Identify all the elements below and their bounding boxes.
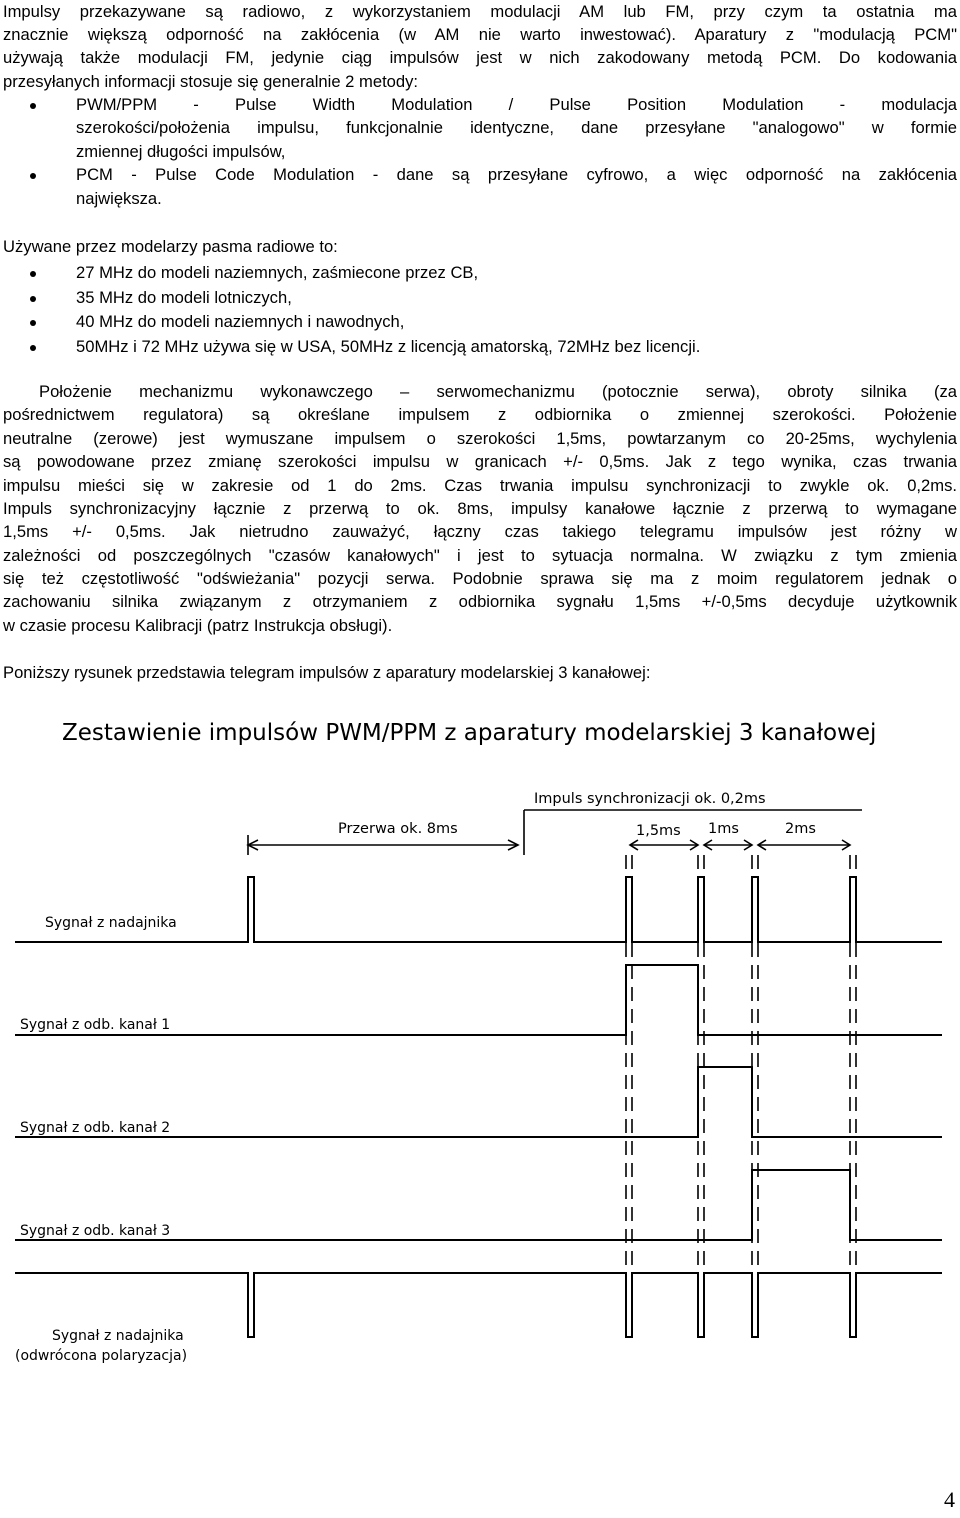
list-item-text: 50MHz i 72 MHz używa się w USA, 50MHz z licencją amatorską, 72MHz bez licencji. bbox=[76, 337, 701, 356]
text-line: impulsu mieści się w zakresie od 1 do 2ms. Czas trwania impulsu synchronizacji to zwykle ok. 0,2ms. bbox=[3, 476, 957, 495]
guide-lines bbox=[626, 855, 856, 1325]
list-item bbox=[3, 310, 960, 333]
waveforms bbox=[15, 877, 942, 1337]
text-line: Impuls synchronizacyjny łącznie z przerwą to ok. 8ms, impulsy kanałowe łącznie z przerwą to wymagane bbox=[3, 499, 957, 518]
list-item-text: PCM - Pulse Code Modulation - dane są przesyłane cyfrowo, a więc odporność na zakłócenia bbox=[76, 165, 957, 184]
sync-pulse-label: Impuls synchronizacji ok. 0,2ms bbox=[534, 791, 766, 807]
text-line: Impulsy przekazywane są radiowo, z wykorzystaniem modulacji AM lub FM, przy czym ta ostatnia ma bbox=[3, 2, 957, 21]
list-item bbox=[3, 261, 960, 284]
signal-label: (odwrócona polaryzacja) bbox=[15, 1348, 188, 1364]
list-item-text: 27 MHz do modeli naziemnych, zaśmiecone przez CB, bbox=[76, 263, 479, 282]
channel3-width-label: 2ms bbox=[785, 821, 816, 837]
text-line: są powodowane przez zmianę szerokości impulsu w granicach +/- 0,5ms. Jak z tego wynika, czas trwania bbox=[3, 452, 957, 471]
channel2-width-label: 1ms bbox=[708, 821, 739, 837]
pwm-ppm-timing-diagram bbox=[0, 705, 960, 1385]
text-line: używają także modulacji FM, jedynie ciąg impulsów jest w nich zakodowany metodą PCM. Do kodowania bbox=[3, 48, 957, 67]
signal-label: Sygnał z nadajnika bbox=[45, 915, 177, 931]
text-line: największa. bbox=[76, 189, 162, 208]
text-line: znacznie większą odporność na zakłócenia (w AM nie warto inwestować). Aparatury z "modulacją PCM" bbox=[3, 25, 957, 44]
transmitter-signal-waveform bbox=[15, 877, 942, 942]
text-line: zależności od poszczególnych "czasów kanałowych" i jest to sytuacja normalna. W związku z tym zmienia bbox=[3, 546, 957, 565]
text-line: zmiennej długości impulsów, bbox=[76, 142, 286, 161]
diagram-title: Zestawienie impulsów PWM/PPM z aparatury modelarskiej 3 kanałowej bbox=[62, 720, 877, 746]
list-item bbox=[3, 93, 957, 116]
signal-label: Sygnał z odb. kanał 2 bbox=[20, 1120, 171, 1136]
list-item bbox=[3, 335, 960, 358]
bands-intro: Używane przez modelarzy pasma radiowe to: bbox=[3, 237, 338, 256]
text-line: się też częstotliwość "odświeżania" pozycji serwa. Podobnie sprawa się ma z moim regulatorem jednak o bbox=[3, 569, 957, 588]
list-item-text: 40 MHz do modeli naziemnych i nawodnych, bbox=[76, 312, 405, 331]
text-line: Położenie mechanizmu wykonawczego – serwomechanizmu (potocznie serwa), obroty silnika (za bbox=[39, 382, 957, 401]
figure-intro: Poniższy rysunek przedstawia telegram impulsów z aparatury modelarskiej 3 kanałowej: bbox=[3, 663, 651, 682]
page-number: 4 bbox=[944, 1487, 955, 1512]
list-item bbox=[3, 163, 957, 186]
list-item-text: PWM/PPM - Pulse Width Modulation / Pulse Position Modulation - modulacja bbox=[76, 95, 957, 114]
channel1-width-label: 1,5ms bbox=[636, 823, 681, 839]
text-line: przesyłanych informacji stosuje się generalnie 2 metody: bbox=[3, 72, 419, 91]
text-line: pośrednictwem regulatora) są określane impulsem z odbiornika o zmiennej szerokości. Położenie bbox=[3, 405, 957, 424]
text-line: neutralne (zerowe) jest wymuszane impulsem o szerokości 1,5ms, powtarzanym co 20-25ms, wychylenia bbox=[3, 429, 957, 448]
text-line: szerokości/położenia impulsu, funkcjonalnie identyczne, dane przesyłane "analogowo" w formie bbox=[76, 118, 957, 137]
gap-label: Przerwa ok. 8ms bbox=[338, 821, 458, 837]
signal-label: Sygnał z odb. kanał 1 bbox=[20, 1017, 171, 1033]
text-line: 1,5ms +/- 0,5ms. Jak nietrudno zauważyć, łączny czas takiego telegramu impulsów jest różny w bbox=[3, 522, 957, 541]
text-line: zachowaniu silnika związanym z otrzymaniem z odbiornika sygnału 1,5ms +/-0,5ms decyduje użytkownik bbox=[3, 592, 957, 611]
text-line: w czasie procesu Kalibracji (patrz Instrukcja obsługi). bbox=[3, 616, 393, 635]
signal-label: Sygnał z odb. kanał 3 bbox=[20, 1223, 171, 1239]
list-item-text: 35 MHz do modeli lotniczych, bbox=[76, 288, 292, 307]
list-item bbox=[3, 286, 960, 309]
signal-label: Sygnał z nadajnika bbox=[52, 1328, 184, 1344]
